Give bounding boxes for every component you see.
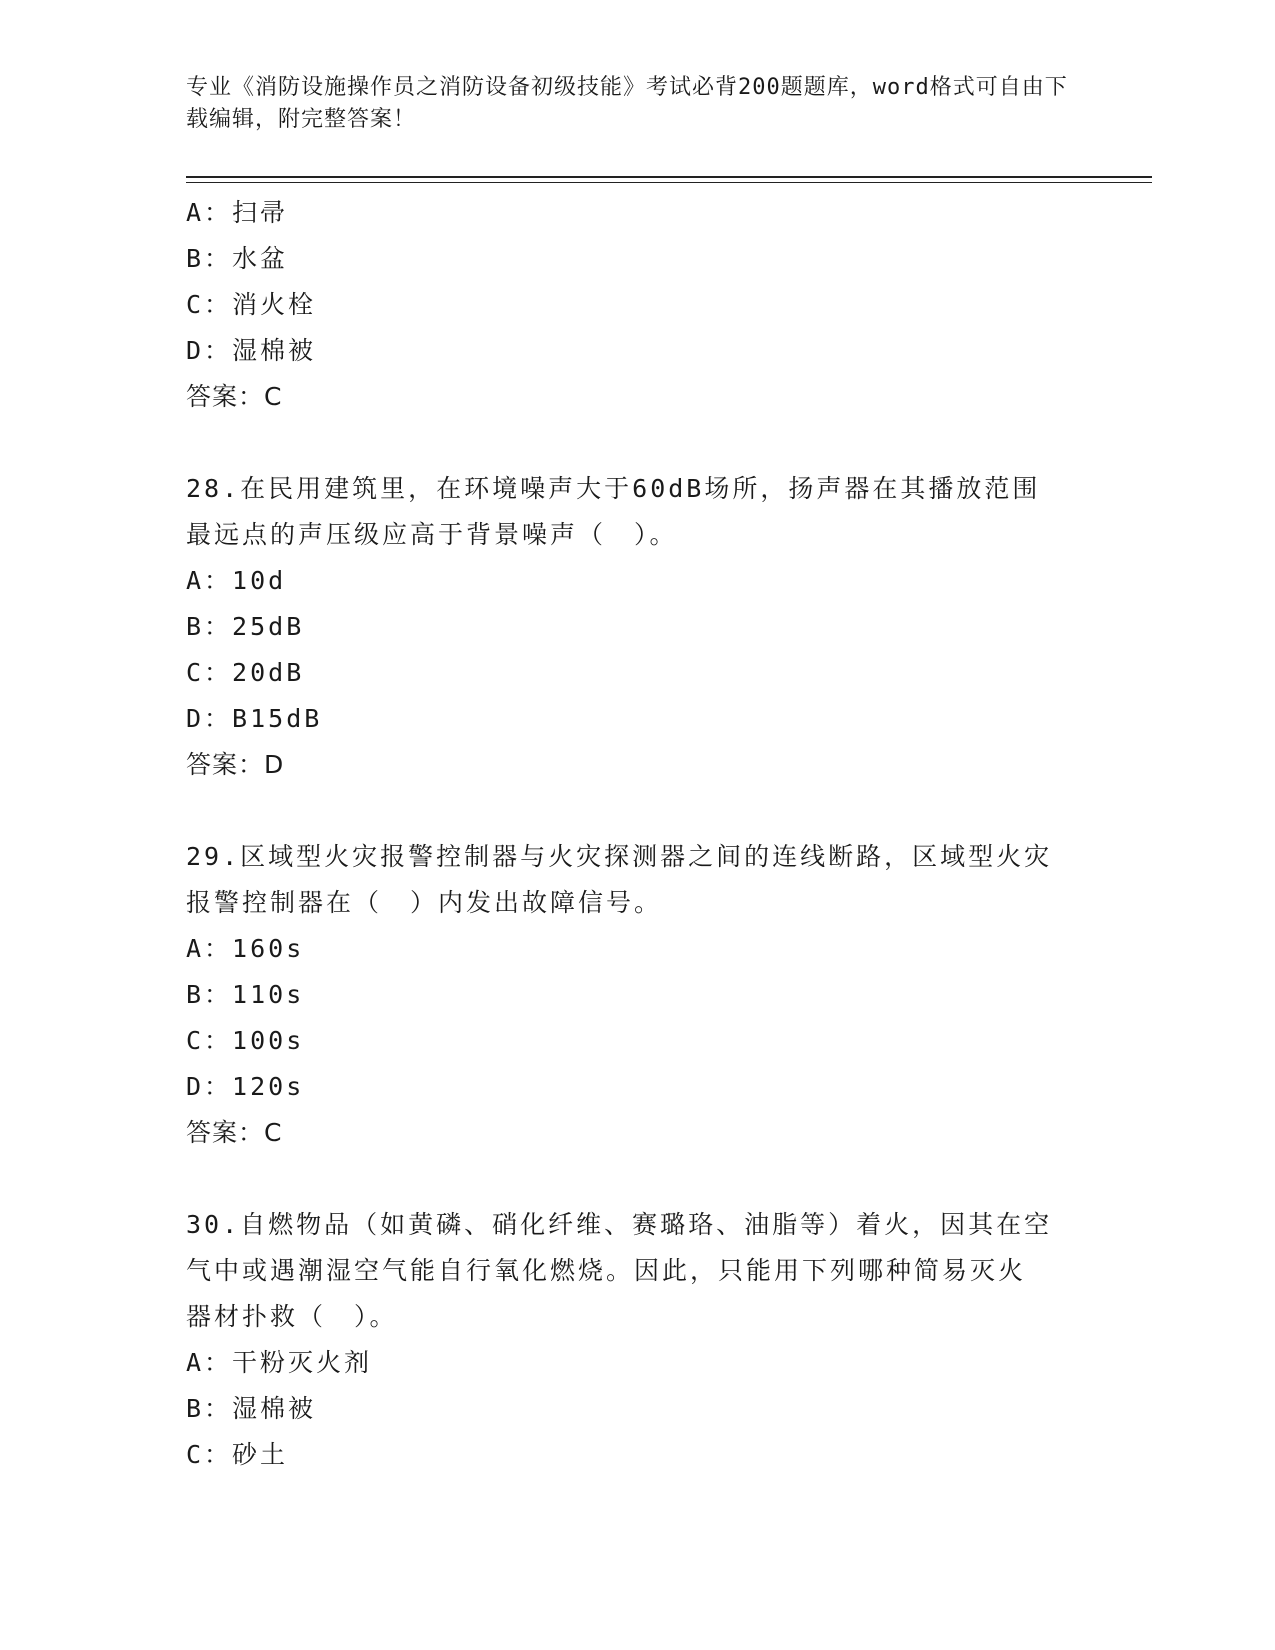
document-header bbox=[186, 72, 1086, 136]
header-divider bbox=[186, 176, 1152, 178]
answer: 答案：C bbox=[186, 382, 283, 411]
option-c: C：消火栓 bbox=[186, 290, 317, 319]
question-27-continued bbox=[186, 190, 1086, 420]
question-stem: 28.在民用建筑里，在环境噪声大于60dB场所，扬声器在其播放范围 bbox=[186, 474, 1041, 503]
option-b: B：25dB bbox=[186, 612, 305, 641]
question-stem: 29.区域型火灾报警控制器与火灾探测器之间的连线断路，区域型火灾 bbox=[186, 842, 1053, 871]
header-divider-thin bbox=[186, 182, 1152, 183]
option-c: C：20dB bbox=[186, 658, 305, 687]
question-29 bbox=[186, 834, 1086, 1156]
option-d: D：B15dB bbox=[186, 704, 323, 733]
question-28 bbox=[186, 466, 1086, 788]
option-b: B：湿棉被 bbox=[186, 1394, 317, 1423]
question-30 bbox=[186, 1202, 1086, 1478]
question-stem: 报警控制器在（ ）内发出故障信号。 bbox=[186, 888, 663, 917]
question-stem: 最远点的声压级应高于背景噪声（ ）。 bbox=[186, 520, 678, 549]
answer: 答案：C bbox=[186, 1118, 283, 1147]
header-title: 专业《消防设施操作员之消防设备初级技能》考试必背200题题库，word格式可自由下载编辑，附完整答案！ bbox=[186, 75, 1068, 132]
option-b: B：110s bbox=[186, 980, 305, 1009]
option-a: A：10d bbox=[186, 566, 287, 595]
question-stem: 器材扑救（ ）。 bbox=[186, 1302, 398, 1331]
answer: 答案：D bbox=[186, 750, 285, 779]
option-d: D：湿棉被 bbox=[186, 336, 317, 365]
option-c: C：砂土 bbox=[186, 1440, 289, 1469]
option-c: C：100s bbox=[186, 1026, 305, 1055]
option-a: A：扫帚 bbox=[186, 198, 289, 227]
question-stem: 气中或遇潮湿空气能自行氧化燃烧。因此，只能用下列哪种简易灭火 bbox=[186, 1256, 1027, 1285]
option-a: A：干粉灭火剂 bbox=[186, 1348, 373, 1377]
option-a: A：160s bbox=[186, 934, 305, 963]
question-stem: 30.自燃物品（如黄磷、硝化纤维、赛璐珞、油脂等）着火，因其在空 bbox=[186, 1210, 1053, 1239]
option-d: D：120s bbox=[186, 1072, 305, 1101]
option-b: B：水盆 bbox=[186, 244, 289, 273]
question-list bbox=[186, 190, 1086, 1478]
